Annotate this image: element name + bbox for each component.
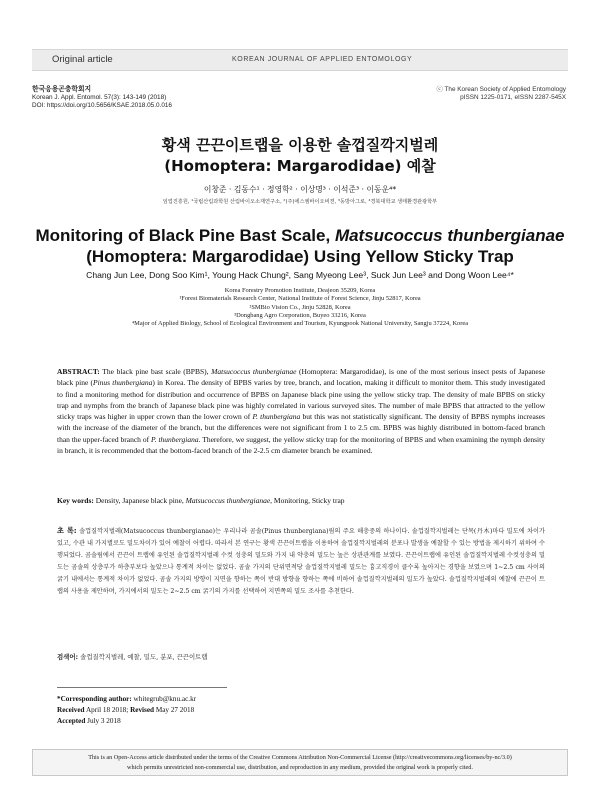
affiliation: ⁴Major of Applied Biology, School of Ecological Environment and Tourism, Kyungpook National University, Sangju 37224, Korea — [131, 320, 469, 328]
affiliation: Korea Forestry Promotion Institute, Deajeon 35209, Korea — [224, 287, 376, 294]
journal-korean-name: 한국응용곤충학회지 — [32, 86, 92, 93]
english-title-line1: Monitoring of Black Pine Bast Scale, Matsucoccus thunbergianae — [35, 226, 565, 245]
footnote-divider — [57, 687, 227, 688]
affiliation: ¹Forest Biomaterials Research Center, National Institute of Forest Science, Jinju 52817, Korea — [179, 295, 421, 303]
dates-received-revised: Received April 18 2018; Revised May 27 2018 — [57, 706, 195, 714]
english-authors: Chang Jun Lee, Dong Soo Kim¹, Young Hack Chung², Sang Myeong Lee³, Suck Jun Lee³ and Dong Woon Lee⁴* — [86, 270, 514, 280]
affiliation: ²SMBio Vision Co., Jinju 52828, Korea — [249, 303, 351, 311]
english-affiliations — [0, 287, 600, 328]
society: ⓒ The Korean Society of Applied Entomology — [436, 86, 566, 93]
article-type: Original article — [52, 54, 113, 65]
license-line2: which permits unrestricted non-commercial use, distribution, and reproduction in any medium, provided the original work is properly cited. — [127, 764, 473, 771]
society-block — [436, 86, 566, 102]
email-link[interactable]: whitegrub@knu.ac.kr — [131, 695, 197, 703]
citation-block — [32, 86, 172, 111]
doi-link[interactable]: DOI: https://doi.org/10.5656/KSAE.2018.05.0.016 — [32, 102, 172, 110]
english-abstract: ABSTRACT: The black pine bast scale (BPBS), Matsucoccus thunbergianae (Homoptera: Margarodidae), is one of the most serious insect pests of Japanese black pine (Pinus thunbergiana) in Korea. The density of BPBS varies by tree, branch, and location, making it difficult to monitor them. This study investigated to find a monitoring method for distribution and occurrence of BPBS on Japanese black pine using the yellow sticky trap. The density of male BPBS on sticky trap and nymphs from the branch of Japanese black pine was highly correlated in various surveyed sites. The number of male BPBS that attracted to the yellow sticky traps was higher in upper crown than the lower crown of P. thunbergiana but this was not statistically significant. The density of BPBS nymphs increases with the increase of the diameter of the branch, but the differences were not significant from 1 to 2.5 cm. BPBS was highly distributed in bottom-faced branch than the upper-faced branch of P. thunbergiana. Therefore, we suggest, the yellow sticky trap for the monitoring of BPBS and when examining the nymph density in branch, it is recommended that the bottom-faced branch of the 2-2.5 cm diameter branch be examined. — [57, 367, 546, 456]
korean-keywords: 검색어: 솔껍질깍지벌레, 예찰, 밀도, 분포, 끈끈이트랩 — [57, 653, 208, 661]
journal-name: KOREAN JOURNAL OF APPLIED ENTOMOLOGY — [232, 56, 413, 63]
korean-title-line1: 황색 끈끈이트랩을 이용한 솔껍질깍지벌레 — [161, 136, 439, 154]
english-keywords: Key words: Density, Japanese black pine, Matsucoccus thunbergianae, Monitoring, Sticky trap — [57, 496, 345, 505]
affiliation: ³Dongbang Agro Corporation, Buyeo 33216, Korea — [234, 311, 366, 319]
korean-title-line2: (Homoptera: Margarodidae) 예찰 — [164, 157, 436, 175]
english-title-line2: (Homoptera: Margarodidae) Using Yellow Sticky Trap — [86, 247, 514, 266]
date-accepted: Accepted July 3 2018 — [57, 717, 121, 725]
license-line1: This is an Open-Access article distributed under the terms of the Creative Commons Attribution Non-Commercial License (http://creativecommons.org/licenses/by-nc/3.0) — [88, 754, 512, 761]
corresponding-author: *Corresponding author: whitegrub@knu.ac.kr — [57, 695, 197, 703]
license-box — [32, 749, 568, 776]
korean-authors: 이창준 · 김동수¹ · 정영학² · 이상명³ · 이석준³ · 이동운⁴* — [203, 185, 397, 194]
korean-affiliations: 임업진흥원, ¹국립산림과학원 산림바이오소재연구소, ²(주)에스엠바이오비젼, ³동방아그로, ⁴경북대학교 생태환경관광학부 — [162, 199, 438, 205]
issn: pISSN 1225-0171, eISSN 2287-545X — [460, 94, 566, 102]
footnote — [57, 694, 196, 727]
korean-abstract: 초 록: 솔껍질깍지벌레(Matsucoccus thunbergianae)는 우리나라 곰솔(Pinus thunbergiana)림의 주요 해충중의 하나이다. 솔껍질깍지벌레는 단목(丹木)마다 밀도에 차이가 있고, 수관 내 가지별로도 밀도차이가 있어 예찰이 어렵다. 따라서 본 연구는 황색 끈끈이트랩을 이용하여 솔껍질깍지벌레의 분포나 발생을 예찰할 수 있는 방법을 제시하기 위하여 수행되었다. 곰솔림에서 끈끈이 트랩에 유인된 솔껍질깍지벌레 수컷 성충의 밀도와 가지 내 약충의 밀도는 높은 상관관계를 보였다. 끈끈이트랩에 유인된 솔껍질깍지벌레 수컷성충의 밀도는 곰솔의 상층부가 하층부보다 높았으나 통계적 차이는 없었다. 곰솔 가지의 단위면적당 솔껍질깍지벌레 밀도는 흉고직경이 클수록 높아지는 경향을 보였으며 1~2.5 cm 사이의 굵기 내에서는 통계적 차이가 없었다. 곰솔 가지의 방향이 지면을 향하는 쪽이 반대 방향을 향하는 쪽에 비하여 솔껍질깍지벌레의 밀도가 높았다. 솔껍질깍지벌레의 예찰에 끈끈이 트랩의 사용을 제안하며, 가지에서의 밀도는 2~2.5 cm 굵기의 가지를 선택하여 지면쪽의 밀도 조사를 추천한다. — [57, 526, 545, 595]
citation: Korean J. Appl. Entomol. 57(3): 143-149 (2018) — [32, 94, 167, 102]
